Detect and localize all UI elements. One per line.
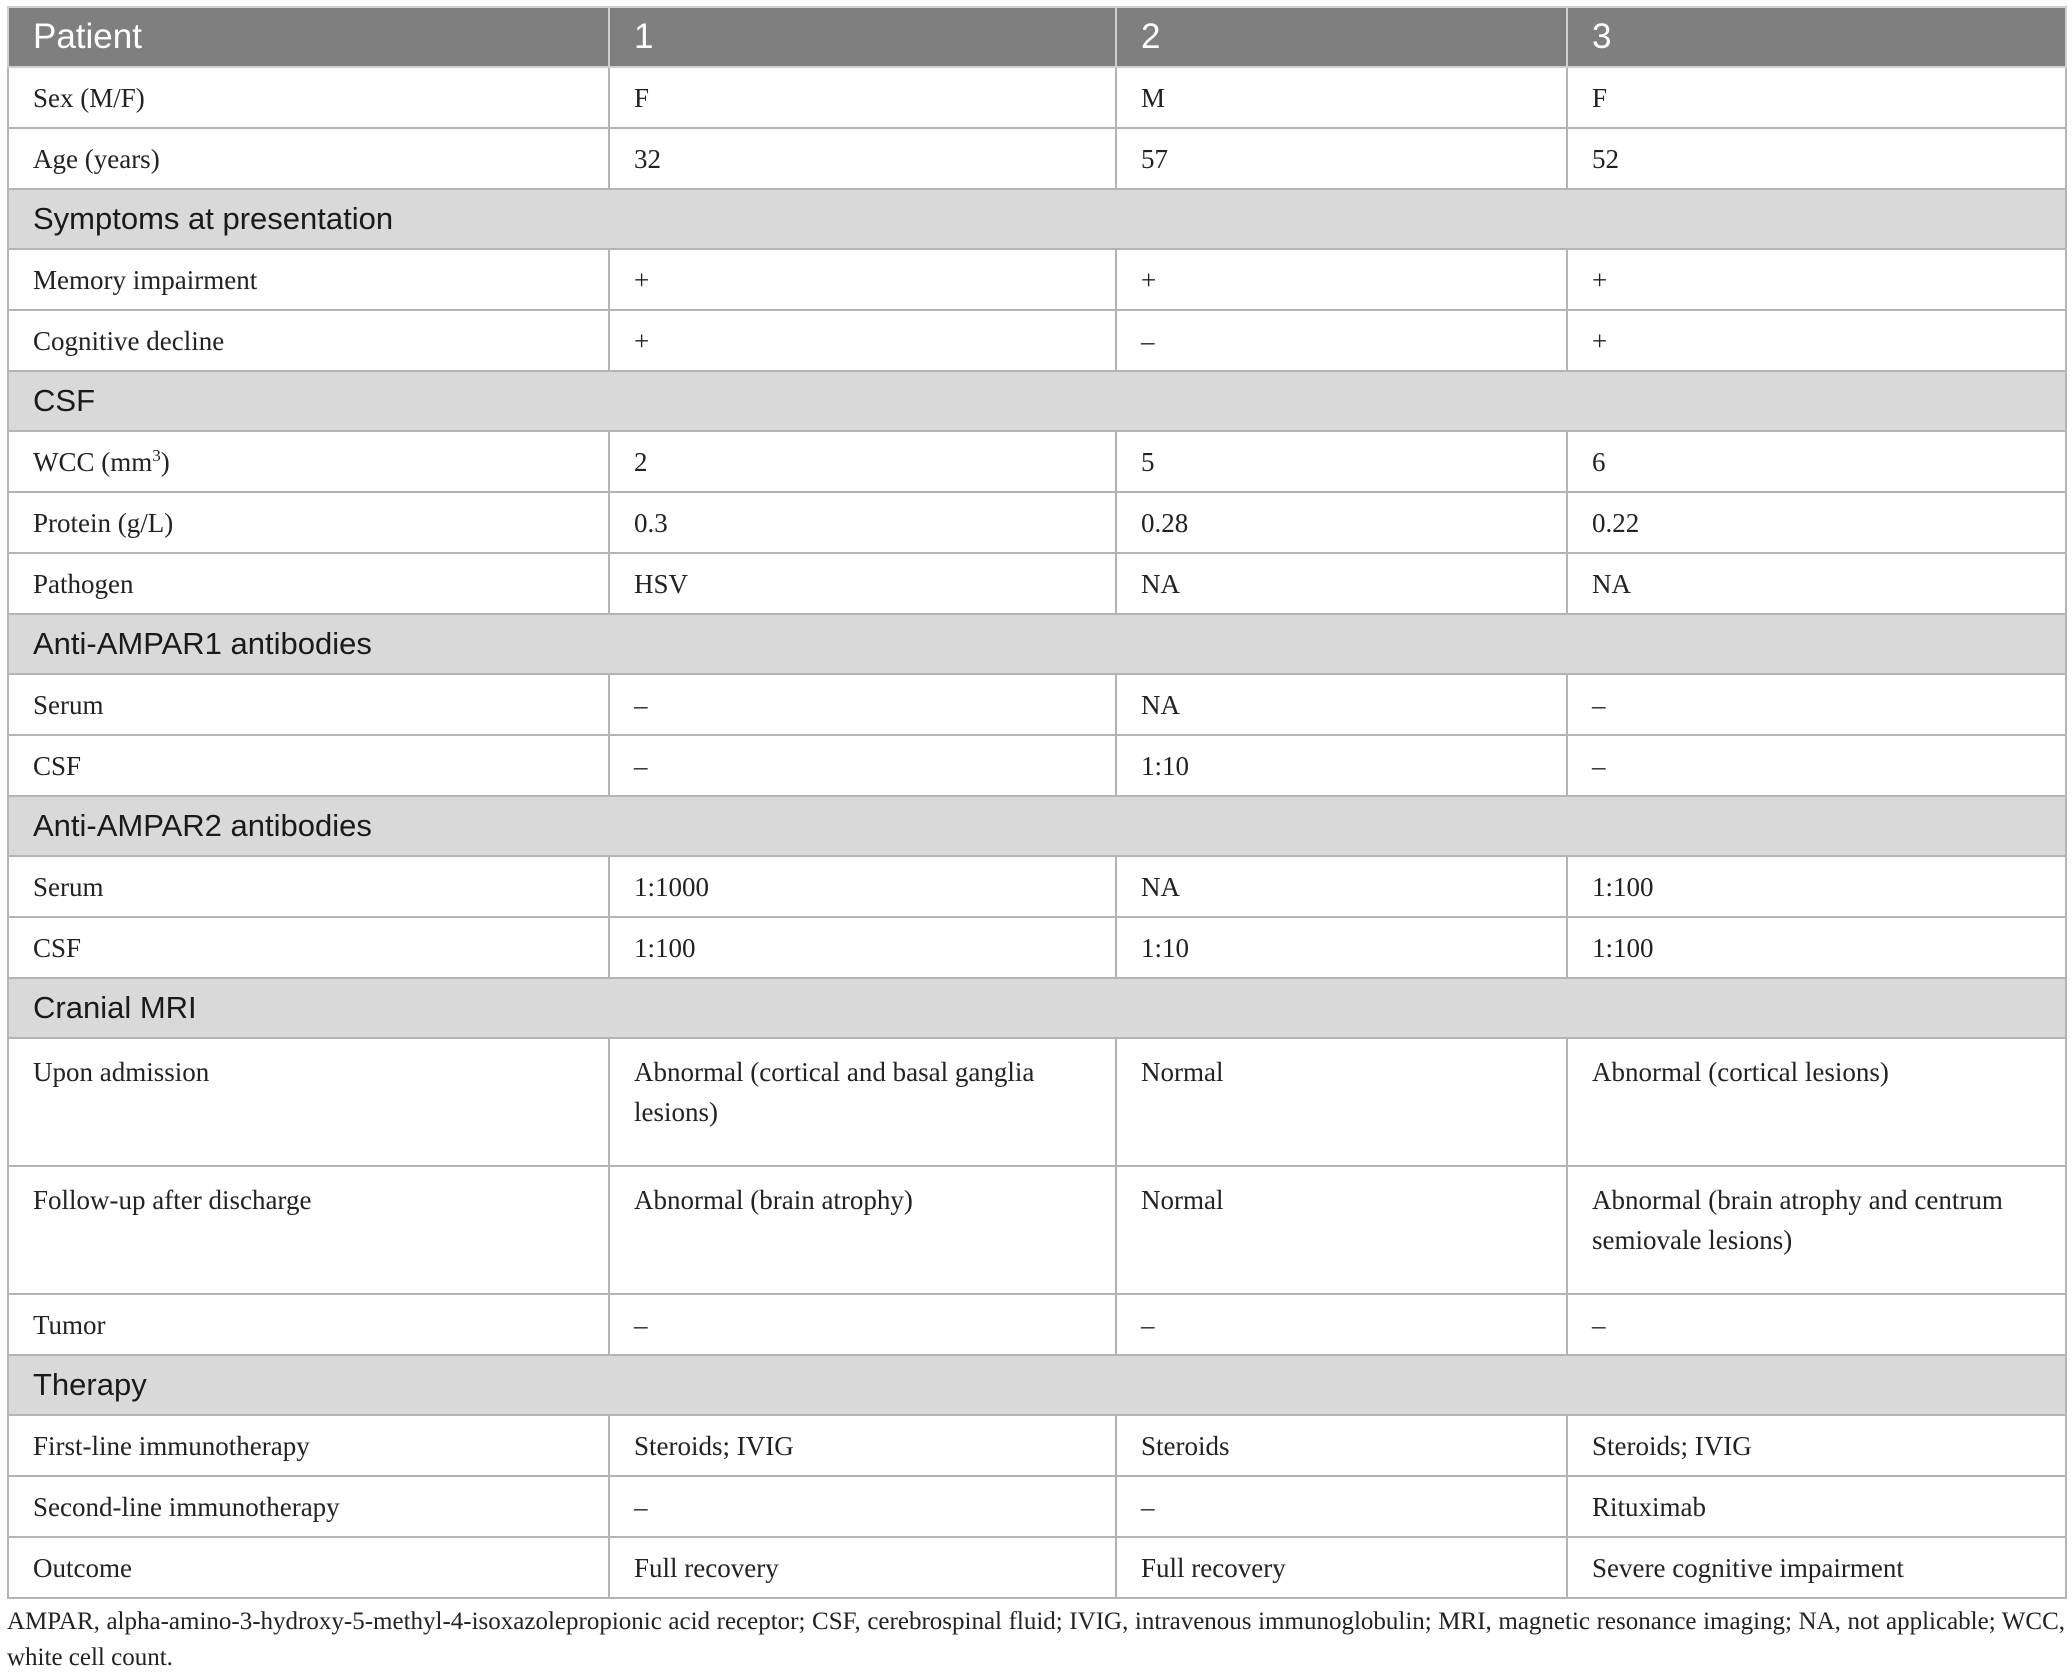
section-header-label: Symptoms at presentation (8, 189, 2066, 249)
value-cell-patient-2: 5 (1116, 431, 1567, 492)
table-row (8, 917, 2066, 978)
value-cell-patient-2: – (1116, 310, 1567, 371)
row-label: Serum (8, 674, 609, 735)
value-cell-patient-2: Full recovery (1116, 1537, 1567, 1598)
table-body (8, 67, 2066, 1598)
section-header-row (8, 796, 2066, 856)
value-cell-patient-2: Normal (1116, 1166, 1567, 1294)
row-label: Protein (g/L) (8, 492, 609, 553)
value-cell-patient-1: 1:100 (609, 917, 1116, 978)
value-cell-patient-1: HSV (609, 553, 1116, 614)
value-cell-patient-2: + (1116, 249, 1567, 310)
value-cell-patient-3: 0.22 (1567, 492, 2066, 553)
patient-characteristics-table (7, 6, 2067, 1599)
table-row (8, 67, 2066, 128)
value-cell-patient-2: 57 (1116, 128, 1567, 189)
value-cell-patient-1: 0.3 (609, 492, 1116, 553)
value-cell-patient-3: 6 (1567, 431, 2066, 492)
row-label-suffix: ) (160, 446, 170, 477)
table-header-row (8, 7, 2066, 67)
value-cell-patient-2: 0.28 (1116, 492, 1567, 553)
row-label: CSF (8, 917, 609, 978)
row-label-text: WCC (mm (33, 446, 153, 477)
value-cell-patient-3: – (1567, 735, 2066, 796)
value-cell-patient-3: NA (1567, 553, 2066, 614)
section-header-row (8, 371, 2066, 431)
table-row (8, 674, 2066, 735)
row-label: Pathogen (8, 553, 609, 614)
row-label: First-line immunotherapy (8, 1415, 609, 1476)
value-cell-patient-1: F (609, 67, 1116, 128)
table-footnote: AMPAR, alpha-amino-3-hydroxy-5-methyl-4-isoxazolepropionic acid receptor; CSF, cerebrospinal fluid; IVIG, intravenous immunoglobulin; MRI, magnetic resonance imaging; NA, not applicable; WCC, white cell count. (7, 1608, 2065, 1671)
table-row (8, 249, 2066, 310)
header-cell-patient-3: 3 (1567, 7, 2066, 67)
table-row (8, 431, 2066, 492)
section-header-row (8, 614, 2066, 674)
row-label: Memory impairment (8, 249, 609, 310)
table-row (8, 856, 2066, 917)
value-cell-patient-2: Normal (1116, 1038, 1567, 1166)
value-cell-patient-2: – (1116, 1294, 1567, 1355)
row-label: Age (years) (8, 128, 609, 189)
value-cell-patient-3: Abnormal (cortical lesions) (1567, 1038, 2066, 1166)
value-cell-patient-3: + (1567, 310, 2066, 371)
value-cell-patient-1: Abnormal (brain atrophy) (609, 1166, 1116, 1294)
table-row (8, 1166, 2066, 1294)
row-label: Follow-up after discharge (8, 1166, 609, 1294)
value-cell-patient-1: – (609, 1294, 1116, 1355)
value-cell-patient-3: – (1567, 1294, 2066, 1355)
header-cell-patient-2: 2 (1116, 7, 1567, 67)
value-cell-patient-3: 52 (1567, 128, 2066, 189)
section-header-row (8, 189, 2066, 249)
table-row (8, 1537, 2066, 1598)
table-row (8, 128, 2066, 189)
section-header-label: CSF (8, 371, 2066, 431)
table-row (8, 1476, 2066, 1537)
value-cell-patient-2: 1:10 (1116, 735, 1567, 796)
row-label: CSF (8, 735, 609, 796)
row-label: Cognitive decline (8, 310, 609, 371)
table-row (8, 492, 2066, 553)
value-cell-patient-2: NA (1116, 856, 1567, 917)
table-row (8, 1038, 2066, 1166)
value-cell-patient-1: Full recovery (609, 1537, 1116, 1598)
section-header-label: Cranial MRI (8, 978, 2066, 1038)
value-cell-patient-3: 1:100 (1567, 917, 2066, 978)
value-cell-patient-3: 1:100 (1567, 856, 2066, 917)
value-cell-patient-2: 1:10 (1116, 917, 1567, 978)
value-cell-patient-3: Severe cognitive impairment (1567, 1537, 2066, 1598)
table-row (8, 1415, 2066, 1476)
header-cell-label: Patient (8, 7, 609, 67)
value-cell-patient-3: Abnormal (brain atrophy and centrum semiovale lesions) (1567, 1166, 2066, 1294)
section-header-label: Therapy (8, 1355, 2066, 1415)
patient-table-container (7, 6, 2065, 1599)
value-cell-patient-2: Steroids (1116, 1415, 1567, 1476)
value-cell-patient-2: NA (1116, 674, 1567, 735)
section-header-row (8, 978, 2066, 1038)
row-label (8, 431, 609, 492)
section-header-label: Anti-AMPAR1 antibodies (8, 614, 2066, 674)
value-cell-patient-3: Rituximab (1567, 1476, 2066, 1537)
row-label: Second-line immunotherapy (8, 1476, 609, 1537)
value-cell-patient-1: – (609, 1476, 1116, 1537)
row-label: Serum (8, 856, 609, 917)
table-row (8, 553, 2066, 614)
row-label: Upon admission (8, 1038, 609, 1166)
table-row (8, 1294, 2066, 1355)
section-header-row (8, 1355, 2066, 1415)
value-cell-patient-1: – (609, 674, 1116, 735)
value-cell-patient-1: 2 (609, 431, 1116, 492)
value-cell-patient-1: 32 (609, 128, 1116, 189)
value-cell-patient-1: Abnormal (cortical and basal ganglia lesions) (609, 1038, 1116, 1166)
value-cell-patient-2: – (1116, 1476, 1567, 1537)
value-cell-patient-1: 1:1000 (609, 856, 1116, 917)
row-label: Sex (M/F) (8, 67, 609, 128)
value-cell-patient-1: + (609, 249, 1116, 310)
row-label: Outcome (8, 1537, 609, 1598)
table-row (8, 735, 2066, 796)
value-cell-patient-3: Steroids; IVIG (1567, 1415, 2066, 1476)
table-row (8, 310, 2066, 371)
value-cell-patient-3: – (1567, 674, 2066, 735)
value-cell-patient-2: M (1116, 67, 1567, 128)
section-header-label: Anti-AMPAR2 antibodies (8, 796, 2066, 856)
value-cell-patient-1: Steroids; IVIG (609, 1415, 1116, 1476)
value-cell-patient-3: + (1567, 249, 2066, 310)
row-label-superscript: 3 (152, 445, 161, 465)
value-cell-patient-2: NA (1116, 553, 1567, 614)
value-cell-patient-1: – (609, 735, 1116, 796)
value-cell-patient-3: F (1567, 67, 2066, 128)
header-cell-patient-1: 1 (609, 7, 1116, 67)
value-cell-patient-1: + (609, 310, 1116, 371)
row-label: Tumor (8, 1294, 609, 1355)
